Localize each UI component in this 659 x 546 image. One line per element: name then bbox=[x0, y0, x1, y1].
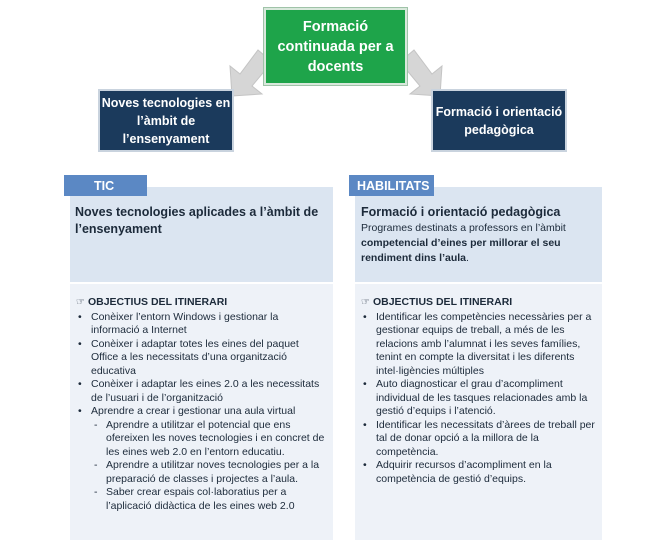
sub-list-item: - Aprendre a utilitzar el potencial que ens ofereixen les noves tecnologies i en concret de les eines web 2.0 en l’entorn educatiu. bbox=[91, 419, 326, 460]
list-item: • Identificar les competències necessàries per a gestionar equips de treball, a més de les relacions amb l’alumnat i les seves famílies, tenint en compte la diversitat i les diferents intel·ligències múltiples bbox=[361, 311, 595, 379]
list-item: • Conèixer i adaptar les eines 2.0 a les necessitats de l’usuari i de l’organització bbox=[76, 378, 326, 405]
list-item: • Adquirir recursos d’acompliment en la competència de gestió d’equips. bbox=[361, 459, 595, 486]
right-category-box bbox=[431, 89, 567, 152]
list-item-text: Aprendre a crear i gestionar una aula virtual bbox=[91, 405, 296, 417]
habilitats-objectives-panel bbox=[355, 284, 602, 540]
habilitats-panel-header bbox=[355, 187, 602, 282]
habilitats-description bbox=[361, 221, 597, 266]
habilitats-objectives-title: OBJECTIUS DEL ITINERARI bbox=[372, 296, 513, 308]
left-category-box bbox=[98, 89, 234, 152]
top-title-box bbox=[264, 8, 407, 85]
sub-list-item: - Saber crear espais col·laboratius per a l’aplicació didàctica de les eines web 2.0 bbox=[91, 486, 326, 513]
list-item: • Auto diagnosticar el grau d’acompliment individual de les tasques relacionades amb la gestió d’equips i l’atenció. bbox=[361, 378, 595, 419]
list-item bbox=[76, 405, 326, 513]
tic-objectives-panel bbox=[70, 284, 333, 540]
tab-tic bbox=[64, 175, 147, 196]
tic-panel-header bbox=[70, 187, 333, 282]
left-category-title: Noves tecnologies en l’àmbit de l’ensenyament bbox=[101, 95, 231, 146]
habilitats-objectives-list bbox=[361, 311, 595, 487]
habilitats-objectives-heading bbox=[361, 296, 595, 310]
tab-habilitats-label: HABILITATS bbox=[357, 178, 430, 193]
tic-objectives-title: OBJECTIUS DEL ITINERARI bbox=[87, 296, 228, 308]
list-item: • Conèixer i adaptar totes les eines del paquet Office a les necessitats d’una organització educativa bbox=[76, 338, 326, 379]
description-prefix: Programes destinats a professors en l’àmbit bbox=[361, 222, 566, 234]
right-category-title: Formació i orientació pedagògica bbox=[435, 104, 563, 137]
tab-habilitats bbox=[349, 175, 434, 196]
tic-sub-list bbox=[91, 419, 326, 514]
tic-panel-title: Noves tecnologies aplicades a l’àmbit de l’ensenyament bbox=[75, 205, 319, 236]
tab-tic-label: TIC bbox=[94, 178, 115, 193]
list-item: • Identificar les necessitats d’àrees de treball per tal de donar opció a la millora de la competència. bbox=[361, 419, 595, 460]
description-suffix: . bbox=[466, 252, 469, 264]
top-title: Formació continuada per a docents bbox=[277, 18, 394, 75]
list-item: • Conèixer l’entorn Windows i gestionar la informació a Internet bbox=[76, 311, 326, 338]
pointing-hand-icon: ☞ bbox=[76, 297, 85, 308]
sub-list-item: - Aprendre a utilitzar noves tecnologies per a la preparació de classes i projectes a l’aula. bbox=[91, 459, 326, 486]
habilitats-panel-title: Formació i orientació pedagògica bbox=[361, 205, 561, 219]
tic-objectives-heading bbox=[76, 296, 326, 310]
description-bold: competencial d’eines per millorar el seu rendiment dins l’aula bbox=[361, 237, 561, 264]
pointing-hand-icon: ☞ bbox=[361, 297, 370, 308]
tic-objectives-list bbox=[76, 311, 326, 514]
